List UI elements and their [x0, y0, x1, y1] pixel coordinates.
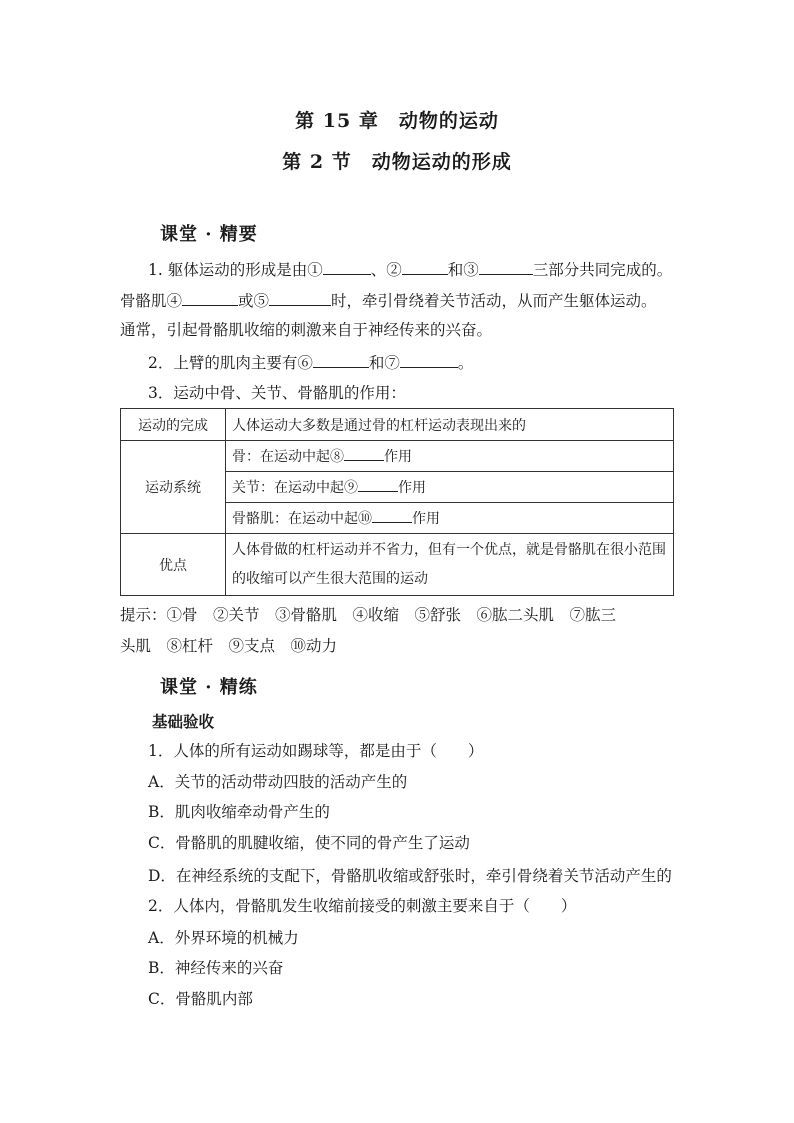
chapter-title: 第 15 章 动物的运动	[295, 110, 499, 132]
text: 关节：在运动中起⑨	[232, 480, 358, 496]
hint-line1: 提示：①骨 ②关节 ③骨骼肌 ④收缩 ⑤舒张 ⑥肱二头肌 ⑦肱三	[120, 606, 617, 624]
option-1d[interactable]: D．在神经系统的支配下，骨骼肌收缩或舒张时，牵引骨绕着关节活动产生的	[148, 867, 672, 885]
blank-7[interactable]	[400, 352, 458, 368]
table-cell	[226, 441, 674, 472]
text: 作用	[384, 449, 412, 465]
text: 时，牵引骨绕着关节活动，从而产生躯体运动。	[331, 292, 657, 310]
text: 骨骼肌：在运动中起⑩	[232, 511, 372, 527]
text: 骨：在运动中起⑧	[232, 449, 344, 465]
table-head-cell: 运动系统	[121, 441, 226, 534]
option-1b[interactable]: B．肌肉收缩牵动骨产生的	[148, 803, 330, 821]
blank-9[interactable]	[358, 478, 398, 492]
text: 。	[457, 354, 474, 372]
table-cell	[226, 503, 674, 534]
question-2: 2．人体内，骨骼肌发生收缩前接受的刺激主要来自于（ ）	[148, 897, 577, 915]
table-row	[121, 441, 674, 472]
essentials-p3: 3．运动中骨、关节、骨骼肌的作用：	[148, 384, 406, 402]
text: 和⑦	[368, 354, 400, 372]
hint-line2: 头肌 ⑧杠杆 ⑨支点 ⑩动力	[120, 637, 338, 655]
text: 或⑤	[238, 292, 270, 310]
option-2c[interactable]: C．骨骼肌内部	[148, 990, 253, 1008]
heading-basic-check: 基础验收	[152, 712, 215, 731]
question-1: 1．人体的所有运动如踢球等，都是由于（ ）	[148, 742, 484, 760]
blank-6[interactable]	[313, 352, 369, 368]
text: 和③	[447, 261, 479, 279]
role-table	[120, 408, 674, 596]
essentials-p2	[148, 352, 708, 373]
section-title: 第 2 节 动物运动的形成	[282, 151, 512, 173]
text: 作用	[398, 480, 426, 496]
text: 三部分共同完成的。	[532, 261, 673, 279]
heading-essentials: 课堂 · 精要	[160, 224, 258, 245]
option-2a[interactable]: A．外界环境的机械力	[148, 929, 299, 947]
text: 人体骨做的杠杆运动并不省力，但有一个优点，就是骨骼肌在很小范围	[232, 541, 666, 558]
table-row	[121, 534, 674, 596]
essentials-p1-line2	[120, 290, 680, 311]
text: 、②	[370, 261, 402, 279]
table-cell	[226, 472, 674, 503]
blank-2[interactable]	[402, 259, 448, 275]
essentials-p1-line3: 通常，引起骨骼肌收缩的刺激来自于神经传来的兴奋。	[120, 321, 493, 339]
essentials-p1-line1	[148, 259, 708, 280]
blank-8[interactable]	[344, 447, 384, 461]
table-cell	[226, 534, 674, 596]
blank-4[interactable]	[182, 290, 238, 306]
text: 1. 躯体运动的形成是由①	[148, 261, 323, 279]
table-row	[121, 409, 674, 441]
text: 的收缩可以产生很大范围的运动	[232, 570, 428, 587]
heading-practice: 课堂 · 精练	[160, 677, 258, 698]
blank-1[interactable]	[323, 259, 371, 275]
text: 骨骼肌④	[120, 292, 183, 310]
blank-10[interactable]	[372, 509, 412, 523]
table-head-cell: 运动的完成	[121, 409, 226, 441]
blank-3[interactable]	[479, 259, 533, 275]
option-1c[interactable]: C．骨骼肌的肌腱收缩，使不同的骨产生了运动	[148, 834, 470, 852]
table-cell: 人体运动大多数是通过骨的杠杆运动表现出来的	[226, 409, 674, 441]
blank-5[interactable]	[269, 290, 331, 306]
text: 2．上臂的肌肉主要有⑥	[148, 354, 313, 372]
text: 作用	[412, 511, 440, 527]
option-2b[interactable]: B．神经传来的兴奋	[148, 959, 284, 977]
table-head-cell: 优点	[121, 534, 226, 596]
option-1a[interactable]: A．关节的活动带动四肢的活动产生的	[148, 773, 408, 791]
